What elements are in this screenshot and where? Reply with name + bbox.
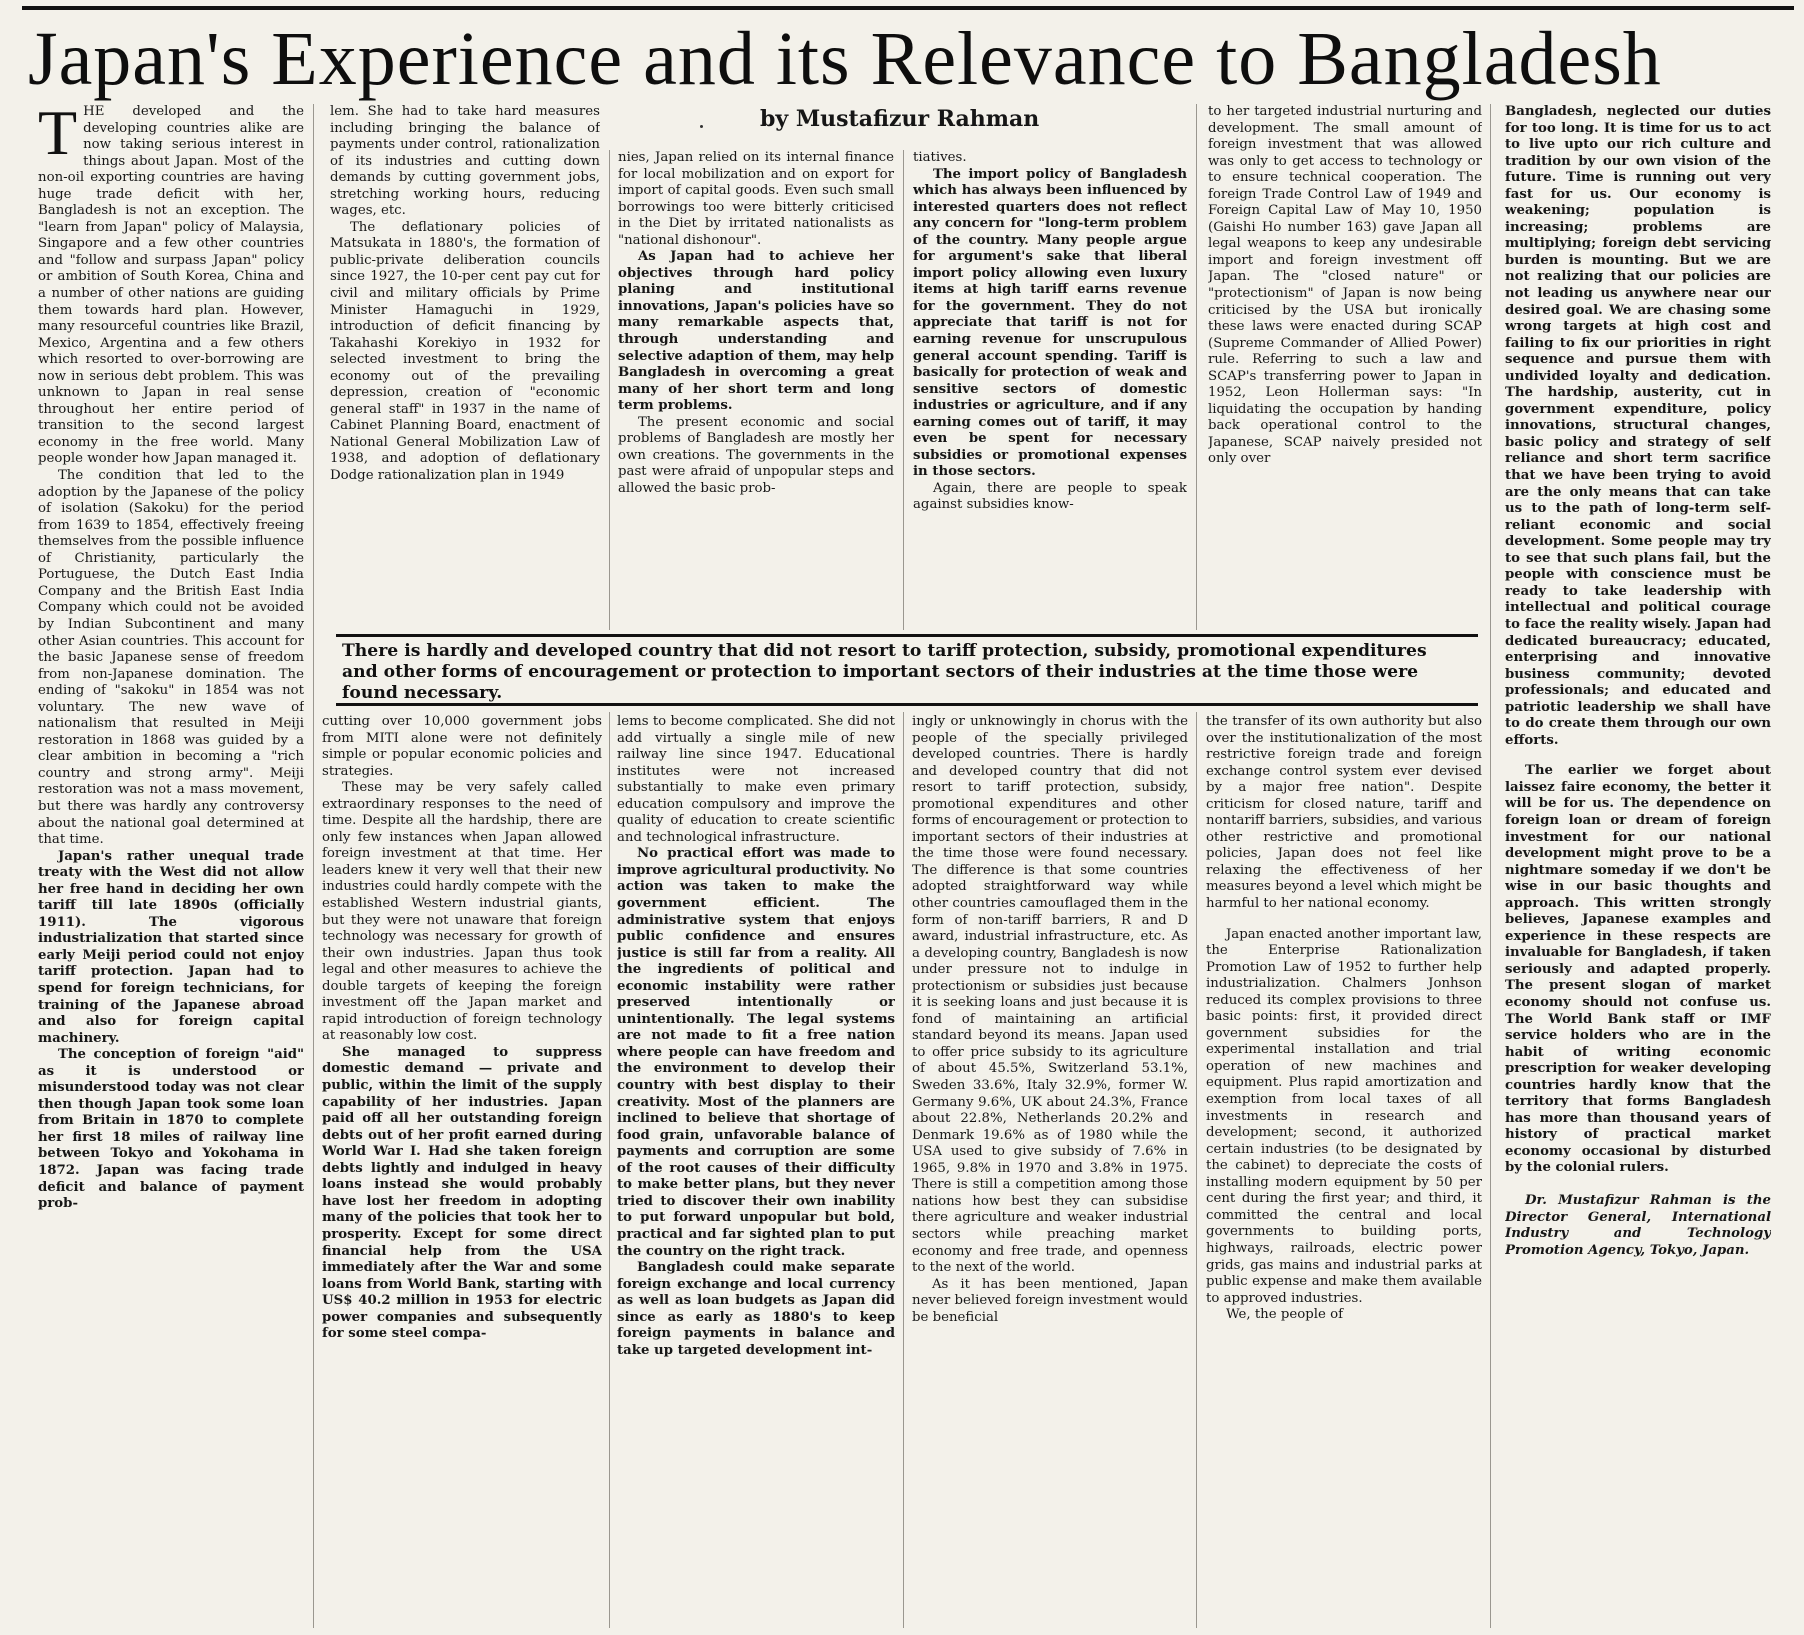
column-2-bottom-paragraph-1: cutting over 10,000 government jobs from MITI alone were not definitely simple or popular economic policies and strategies. (322, 714, 602, 779)
column-5-bottom (1206, 714, 1482, 1626)
column-5-top (1208, 104, 1482, 628)
column-3-top-paragraph-2: As Japan had to achieve her objectives through hard policy planing and institutional innovations, Japan's policies have so many remarkable aspects that, through understanding and selective adaption of them, may help Bangladesh in overcoming a great many of her short term and long term problems. (618, 249, 894, 414)
column-2-bottom (322, 714, 602, 1626)
drop-cap: T (38, 104, 78, 168)
column-4-top-paragraph-1: tiatives. (913, 150, 967, 165)
column-1-paragraph-3: Japan's rather unequal trade treaty with the West did not allow her free hand in deciding her own tariff till late 1890s (officially 1911). The vigorous industrialization that started since early Meiji period could not enjoy tariff protection. Japan had to spend for foreign technicians, for training of the Japanese abroad and also for foreign capital machinery. (38, 848, 304, 1046)
column-2-top (330, 104, 600, 628)
column-rule-5 (903, 712, 904, 1628)
column-4-bottom-paragraph-2: As it has been mentioned, Japan never believed foreign investment would be beneficial (912, 1276, 1188, 1325)
column-5-bottom-paragraph-2: Japan enacted another important law, the Enterprise Rationalization Promotion Law of 1952 to further help industrialization. Chalmers Jonhson reduced its complex provisions to three basic points: first, it provided direct government subsidies for the experimental installation and trial operation of new machines and equipment. Plus rapid amortization and exemption from local taxes of all investments in research and development; second, it authorized certain industries (to be designated by the cabinet) to depreciate the costs of installing modern equipment by 50 per cent during the first year; and third, it committed the central and local governments to building ports, highways, railroads, electric power grids, gas mains and industrial parks at public expense and make them available to approved industries. (1206, 926, 1482, 1306)
column-rule-6 (1196, 104, 1197, 630)
column-1-paragraph-4: The conception of foreign "aid" as it is understood or misunderstood today was not clear then though Japan took some loan from Britain in 1870 to complete her first 18 miles of railway line between Tokyo and Yokohama in 1872. Japan was facing trade deficit and balance of payment prob- (38, 1047, 304, 1212)
column-3-bottom (617, 714, 895, 1626)
column-1-paragraph-2: The condition that led to the adoption by the Japanese of the policy of isolation (Sakoku) for the period from 1639 to 1854, effectively freeing themselves from the possible influence of Christianity, particularly the Portuguese, the Dutch East India Company and the British East India Company which could not be avoided by Indian Subcontinent and many other Asian countries. This account for the basic Japanese sense of freedom from non-Japanese domination. The ending of "sakoku" in 1854 was not voluntary. The new wave of nationalism that resulted in Meiji restoration in 1868 was guided by a clear ambition in becoming a "rich country and strong army". Meiji restoration was not a mass movement, but there was hardly any controversy about the national goal determined at that time. (38, 468, 304, 848)
column-rule-2 (609, 150, 610, 630)
column-2-bottom-paragraph-3: She managed to suppress domestic demand — private and public, within the limit of the supply capability of her industries. Japan paid off all her outstanding foreign debts out of her profit earned during World War I. Had she taken foreign debts lightly and indulged in heavy loans instead she would probably have lost her freedom in adopting many of the policies that took her to prosperity. Except for some direct financial help from the USA immediately after the War and some loans from World Bank, starting with US$ 40.2 million in 1953 for electric power companies and subsequently for some steel compa- (322, 1044, 602, 1342)
column-3-top (618, 150, 894, 628)
column-6 (1505, 104, 1771, 1628)
column-1 (38, 104, 304, 1628)
column-rule-1 (313, 104, 314, 1628)
column-3-bottom-paragraph-2: No practical effort was made to improve agricultural productivity. No action was taken to make the government efficient. The administrative system that enjoys public confidence and ensures justice is still far from a reality. All the ingredients of political and economic instability were rather preserved intentionally or unintentionally. The legal systems are not made to fit a free nation where people can have freedom and the environment to develop their country with best display to their creativity. Most of the planners are inclined to believe that shortage of food grain, unfavorable balance of payments and corruption are some of the root causes of their difficulty to make better plans, but they never tried to discover their own inability to put forward unpopular but bold, practical and far sighted plan to put the country on the right track. (617, 846, 895, 1259)
column-4-bottom-paragraph-1: ingly or unknowingly in chorus with the people of the specially privileged developed countries. There is hardly and developed country that did not resort to tariff protection, subsidy, promotional expenditures and other forms of encouragement or protection to important sectors of their industries at the time those were found necessary. The difference is that some countries adopted straightforward way while other countries camouflaged them in the form of non-tariff barriers, R and D award, industrial infrastructure, etc. As a developing country, Bangladesh is now under pressure not to indulge in protectionism or subsidies just because it is seeking loans and just because it is fond of maintaining an artificial standard beyond its means. Japan used to offer price subsidy to its agriculture of about 45.5%, Switzerland 53.1%, Sweden 33.6%, Italy 32.9%, former W. Germany 9.6%, UK about 24.3%, France about 22.8%, Netherlands 20.2% and Denmark 19.6% as of 1980 while the USA used to give subsidy of 7.6% in 1965, 9.8% in 1970 and 3.8% in 1975. There is still a competition among those nations how best they can subsidise there agriculture and weaker industrial sectors while preaching market economy and free trade, and openness to the next of the world. (912, 714, 1188, 1276)
column-2-bottom-paragraph-2: These may be very safely called extraordinary responses to the need of time. Despite all the hardship, there are only few instances when Japan allowed foreign investment at that time. Her leaders knew it very well that their new industries could hardly compete with the established Western industrial giants, but they were not unaware that foreign technology was necessary for growth of their own industries. Japan thus took legal and other measures to achieve the double targets of keeping the foreign investment off the Japan market and rapid introduction of foreign technology at reasonably low cost. (322, 780, 602, 1044)
byline: by Mustafizur Rahman (760, 106, 1040, 132)
column-rule-3 (609, 712, 610, 1628)
headline: Japan's Experience and its Relevance to Bangladesh (28, 17, 1662, 101)
column-5-top-paragraph-1: to her targeted industrial nurturing and development. The small amount of foreign investment that was allowed was only to get access to technology or to ensure technical cooperation. The foreign Trade Control Law of 1949 and Foreign Capital Law of May 10, 1950 (Gaishi Ho number 163) gave Japan all legal weapons to keep any undesirable import and foreign investment off Japan. The "closed nature" or "protectionism" of Japan is now being criticised by the USA but ironically these laws were enacted during SCAP (Supreme Commander of Allied Power) rule. Referring to such a law and SCAP's transferring power to Japan in 1952, Leon Hollerman says: "In liquidating the occupation by handing back operational control to the Japanese, SCAP naively presided not only over (1208, 104, 1482, 467)
column-rule-8 (1490, 104, 1491, 1628)
column-5-bottom-paragraph-1: the transfer of its own authority but also over the institutionalization of the most restrictive foreign trade and foreign exchange control system ever devised by a major free nation". Despite criticism for closed nature, tariff and nontariff barriers, subsidies, and various other restrictive and promotional policies, Japan does not feel like relaxing the effectiveness of her measures beyond a level which might be harmful to her national economy. (1206, 714, 1482, 912)
column-3-top-paragraph-1: nies, Japan relied on its internal finance for local mobilization and on export for import of capital goods. Even such small borrowings too were bitterly criticised in the Diet by irritated nationalists as "national dishonour". (618, 150, 894, 248)
author-credit: Dr. Mustafizur Rahman is the Director General, International Industry and Technology Promotion Agency, Tokyo, Japan. (1505, 1193, 1771, 1258)
column-4-bottom (912, 714, 1188, 1626)
column-6-paragraph-1: Bangladesh, neglected our duties for too long. It is time for us to act to live upto our rich culture and tradition by our own vision of the future. Time is running out very fast for us. Our economy is weakening; population is increasing; problems are multiplying; foreign debt servicing burden is mounting. But we are not realizing that our policies are not leading us anywhere near our desired goal. We are chasing some wrong targets at high cost and failing to fix our priorities in right sequence and pursue them with undivided loyalty and dedication. The hardship, austerity, cut in government expenditure, policy innovations, structural changes, basic policy and strategy of self reliance and short term sacrifice that we have been trying to avoid are the only means that can take us to the path of long-term self-reliant economic and social development. Some people may try to see that such plans fail, but the people with conscience must be ready to take leadership with intellectual and political courage to face the reality wisely. Japan had dedicated bureaucracy; educated, enterprising and innovative business community; devoted professionals; and educated and patriotic leadership we shall have to do create them through our own efforts. (1505, 104, 1771, 748)
column-2-top-paragraph-1: lem. She had to take hard measures including bringing the balance of payments under control, rationalization of its industries and cutting down demands by cutting government jobs, stretching working hours, reducing wages, etc. (330, 104, 600, 219)
column-2-top-paragraph-2: The deflationary policies of Matsukata in 1880's, the formation of public-private deliberation councils since 1927, the 10-per cent pay cut for civil and military officials by Prime Minister Hamaguchi in 1929, introduction of deficit financing by Takahashi Korekiyo in 1932 for selected investment to bring the economy out of the prevailing depression, creation of "economic general staff" in 1937 in the name of Cabinet Planning Board, enactment of National General Mobilization Law of 1938, and adoption of deflationary Dodge rationalization plan in 1949 (330, 219, 600, 484)
column-4-top (913, 150, 1187, 628)
column-3-top-paragraph-3: The present economic and social problems of Bangladesh are mostly her own creations. The governments in the past were afraid of unpopular steps and allowed the basic prob- (618, 414, 894, 496)
column-4-top-paragraph-2: The import policy of Bangladesh which has always been influenced by interested quarters does not reflect any concern for "long-term problem of the country. Many people argue for argument's sake that liberal import policy allowing even luxury items at high tariff earns revenue for the government. They do not appreciate that tariff is not for earning revenue for unscrupulous general account spending. Tariff is basically for protection of weak and sensitive sectors of domestic industries or agriculture, and if any earning comes out of tariff, it may even be spent for necessary subsidies or promotional expenses in those sectors. (913, 166, 1187, 480)
column-rule-7 (1196, 712, 1197, 1628)
column-6-paragraph-2: The earlier we forget about laissez faire economy, the better it will be for us. The dependence on foreign loan or dream of foreign investment for our national development might prove to be a nightmare someday if we don't be wise in our basic thoughts and approach. This written strongly believes, Japanese examples and experience in these respects are invaluable for Bangladesh, if taken seriously and adapted properly. The present slogan of market economy should not confuse us. The World Bank staff or IMF service holders who are in the habit of writing economic prescription for weaker developing countries hardly know that the territory that forms Bangladesh has more than thousand years of history of practical market economy occasional by disturbed by the colonial rulers. (1505, 763, 1771, 1176)
top-rule (22, 6, 1794, 10)
column-1-paragraph-1: HE developed and the developing countries alike are now taking serious interest in things about Japan. Most of the non-oil exporting countries are having huge trade deficit with her, Bangladesh is not an exception. The "learn from Japan" policy of Malaysia, Singapore and a few other countries and "follow and surpass Japan" policy or ambition of South Korea, China and a number of other nations are guiding them towards hard plan. However, many resourceful countries like Brazil, Mexico, Argentina and a few others which resorted to over-borrowing are now in serious debt problem. This was unknown to Japan in real sense throughout her entire period of transition to the second largest economy in the free world. Many people wonder how Japan managed it. (38, 104, 304, 467)
pull-quote: There is hardly and developed country that did not resort to tariff protection, subsidy, promotional expenditures and other forms of encouragement or protection to important sectors of their industries at the time those were found necessary. (336, 634, 1478, 706)
print-speck (700, 125, 703, 128)
column-3-bottom-paragraph-3: Bangladesh could make separate foreign exchange and local currency as well as loan budgets as Japan did since as early as 1880's to keep foreign payments in balance and take up targeted development int- (617, 1260, 895, 1358)
column-3-bottom-paragraph-1: lems to become complicated. She did not add virtually a single mile of new railway line since 1947. Educational institutes were not increased substantially to make even primary education compulsory and improve the quality of education to create scientific and technological infrastructure. (617, 714, 895, 845)
column-5-bottom-paragraph-3: We, the people of (1225, 1307, 1344, 1323)
column-4-top-paragraph-3: Again, there are people to speak against subsidies know- (913, 480, 1187, 513)
column-rule-4 (903, 150, 904, 630)
